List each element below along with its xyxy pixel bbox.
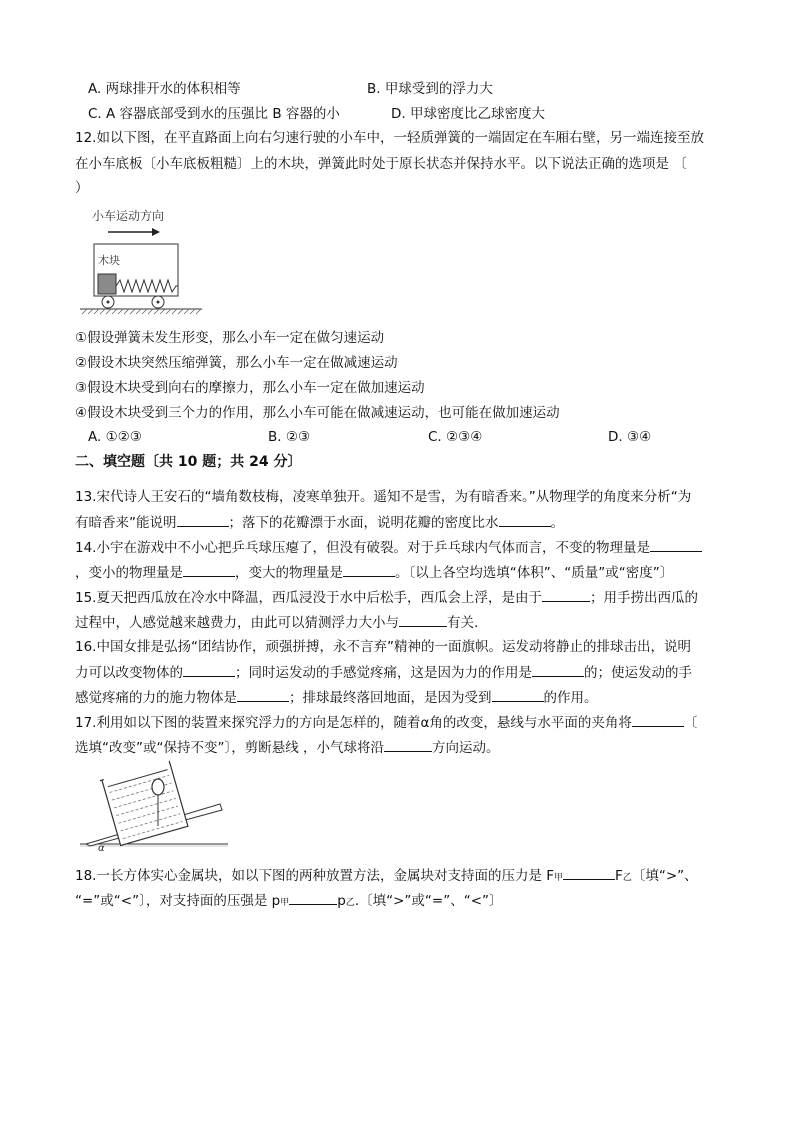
direction-arrow-head bbox=[152, 228, 160, 236]
beaker bbox=[102, 761, 188, 846]
q15-text-a: 15.夏天把西瓜放在冷水中降温，西瓜浸没于水中后松手，西瓜会上浮，是由于 bbox=[75, 590, 542, 606]
q14-blank-1[interactable] bbox=[650, 537, 702, 552]
q12-option-c: C. ②③④ bbox=[428, 429, 483, 445]
q18-text-a: 18.一长方体实心金属块，如以下图的两种放置方法，金属块对支持面的压力是 F bbox=[75, 868, 555, 884]
cart-wheel-left-hub bbox=[107, 301, 110, 304]
q14-text-a: 14.小宇在游戏中不小心把乒乓球压瘪了，但没有破裂。对于乒乓球内气体而言，不变的物理量是 bbox=[75, 540, 650, 556]
cart-wheel-right-hub bbox=[157, 301, 160, 304]
q18-blank-1[interactable] bbox=[563, 865, 615, 880]
q16-blank-3[interactable] bbox=[237, 687, 289, 702]
q16-text-e: ；排球最终落回地面，是因为受到 bbox=[289, 690, 492, 706]
q16-text-a: 力可以改变物体的 bbox=[75, 665, 183, 681]
q18-text-c: 〔填“>”、 bbox=[631, 868, 698, 884]
q14-text-d: 。〔以上各空均选填“体积”、“质量”或“密度”〕 bbox=[395, 565, 674, 581]
q16-line3 bbox=[75, 687, 598, 708]
q16-line2 bbox=[75, 662, 692, 683]
q15-line1 bbox=[75, 587, 698, 608]
balloon bbox=[152, 779, 164, 795]
q12-text-line1: 12.如以下图，在平直路面上向右匀速行驶的小车中，一轻质弹簧的一端固定在车厢右壁，另一端连接至放 bbox=[75, 130, 704, 146]
q13-line2 bbox=[75, 512, 564, 533]
q18-text-d: “=”或“<”〕，对支持面的压强是 p bbox=[75, 893, 281, 909]
q11-option-a: A. 两球排开水的体积相等 bbox=[88, 81, 241, 97]
q18-sub-jia-2: 甲 bbox=[280, 898, 290, 908]
q13-line1: 13.宋代诗人王安石的“墙角数枝梅，凌寒单独开。遥知不是雪，为有暗香来。”从物理学的角度来分析“为 bbox=[75, 489, 692, 505]
q13-text-b: ；落下的花瓣漂于水面，说明花瓣的密度比水 bbox=[228, 515, 499, 531]
q17-blank-1[interactable] bbox=[632, 712, 684, 727]
block-label: 木块 bbox=[98, 254, 120, 267]
q14-line1 bbox=[75, 537, 702, 558]
q17-line2 bbox=[75, 737, 500, 758]
q12-text-line3: ） bbox=[75, 180, 89, 196]
wooden-block bbox=[98, 274, 116, 294]
q16-text-d: 感觉疼痛的力的施力物体是 bbox=[75, 690, 237, 706]
q12-statement-3: ③假设木块受到向右的摩擦力，那么小车一定在做加速运动 bbox=[75, 380, 425, 396]
q14-line2 bbox=[75, 562, 673, 583]
q12-statement-4: ④假设木块受到三个力的作用，那么小车可能在做减速运动，也可能在做加速运动 bbox=[75, 405, 560, 421]
q18-text-b: F bbox=[615, 868, 623, 884]
q17-text-a: 17.利用如以下图的装置来探究浮力的方向是怎样的，随着α角的改变，悬线与水平面的夹角将 bbox=[75, 715, 632, 731]
q11-option-b: B. 甲球受到的浮力大 bbox=[367, 81, 493, 97]
q15-blank-1[interactable] bbox=[542, 587, 590, 602]
q13-text-c: 。 bbox=[550, 515, 564, 531]
q18-sub-yi-2: 乙 bbox=[345, 898, 355, 908]
q15-text-c: 过程中，人感觉越来越费力，由此可以猜测浮力大小与 bbox=[75, 615, 399, 631]
q18-text-e: p bbox=[337, 893, 346, 909]
q16-blank-2[interactable] bbox=[532, 662, 584, 677]
q12-option-b: B. ②③ bbox=[268, 429, 311, 445]
q12-statement-2: ②假设木块突然压缩弹簧，那么小车一定在做减速运动 bbox=[75, 355, 398, 371]
q18-blank-2[interactable] bbox=[289, 890, 337, 905]
q18-line1 bbox=[75, 865, 698, 888]
q13-blank-1[interactable] bbox=[177, 512, 229, 527]
q16-blank-1[interactable] bbox=[183, 662, 235, 677]
q11-option-d: D. 甲球密度比乙球密度大 bbox=[391, 106, 545, 122]
q13-blank-2[interactable] bbox=[499, 512, 551, 527]
q15-blank-2[interactable] bbox=[399, 612, 447, 627]
q17-text-b: 〔 bbox=[683, 715, 698, 731]
q17-line1 bbox=[75, 712, 697, 733]
q15-text-b: ；用手捞出西瓜的 bbox=[589, 590, 698, 606]
q17-text-c: 选填“改变”或“保持不变”〕，剪断悬线 ，小气球将沿 bbox=[75, 740, 385, 756]
q17-text-d: 方向运动。 bbox=[432, 740, 500, 756]
q16-text-b: ；同时运发动的手感觉疼痛，这是因为力的作用是 bbox=[235, 665, 532, 681]
beaker-figure bbox=[80, 760, 230, 852]
q18-text-f: .〔填“>”或“=”、“<”〕 bbox=[354, 893, 503, 909]
cart-figure bbox=[80, 206, 210, 326]
section-heading: 二、填空题〔共 10 题；共 24 分〕 bbox=[75, 454, 302, 470]
q14-text-c: ，变大的物理量是 bbox=[235, 565, 343, 581]
q18-sub-jia-1: 甲 bbox=[554, 873, 564, 883]
q12-option-a: A. ①②③ bbox=[88, 429, 142, 445]
q12-option-d: D. ③④ bbox=[608, 429, 652, 445]
q12-statement-1: ①假设弹簧未发生形变，那么小车一定在做匀速运动 bbox=[75, 330, 385, 346]
q11-option-c: C. A 容器底部受到水的压强比 B 容器的小 bbox=[88, 106, 340, 122]
angle-label: α bbox=[98, 843, 105, 852]
q16-line1: 16.中国女排是弘扬“团结协作，顽强拼搏，永不言弃”精神的一面旗帜。运发动将静止的排球击出，说明 bbox=[75, 639, 691, 655]
q13-text-a: 有暗香来”能说明 bbox=[75, 515, 177, 531]
q15-text-d: 有关. bbox=[447, 615, 479, 631]
q14-text-b: ，变小的物理量是 bbox=[75, 565, 183, 581]
q18-sub-yi-1: 乙 bbox=[622, 873, 632, 883]
q12-text-line2: 在小车底板〔小车底板粗糙〕上的木块，弹簧此时处于原长状态并保持水平。以下说法正确的选项是 〔 bbox=[75, 156, 687, 172]
ground-hatching bbox=[82, 309, 201, 314]
q18-line2 bbox=[75, 890, 503, 913]
q17-blank-2[interactable] bbox=[384, 737, 432, 752]
q16-text-f: 的作用。 bbox=[543, 690, 598, 706]
q14-blank-2[interactable] bbox=[183, 562, 235, 577]
q14-blank-3[interactable] bbox=[343, 562, 395, 577]
cart-direction-label: 小车运动方向 bbox=[92, 209, 165, 223]
q16-text-c: 的；使运发动的手 bbox=[584, 665, 692, 681]
q15-line2 bbox=[75, 612, 478, 633]
spring bbox=[116, 280, 178, 292]
q16-blank-4[interactable] bbox=[492, 687, 544, 702]
